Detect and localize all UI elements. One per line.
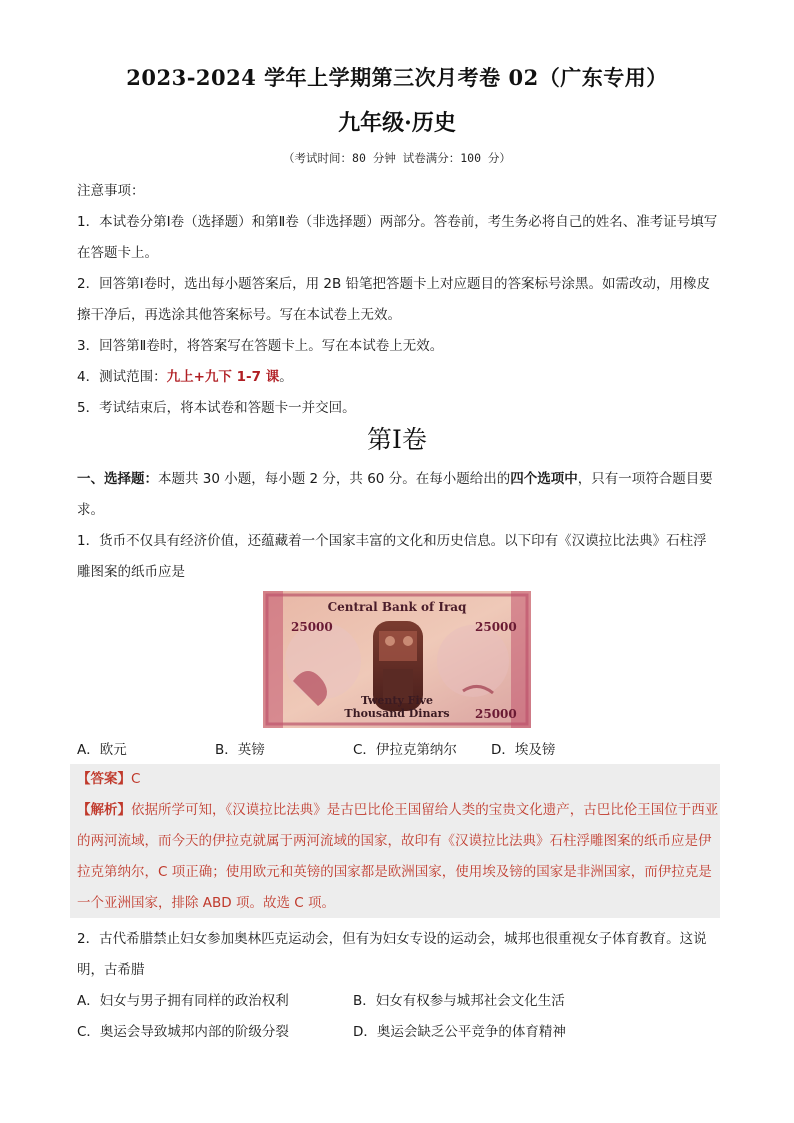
banknote-text-line1: Twenty Five <box>360 694 434 707</box>
analysis-label: 【解析】 <box>77 802 131 818</box>
roll-title: 第Ⅰ卷 <box>367 425 427 454</box>
answer-label: 【答案】 <box>77 771 131 787</box>
section-emphasis: 四个选项中 <box>510 471 578 487</box>
q2-options <box>77 986 719 1048</box>
q1-answer <box>77 764 719 795</box>
note-item-2: 2．回答第Ⅰ卷时，选出每小题答案后，用 2B 铅笔把答题卡上对应题目的答案标号涂黑。如需改动，用橡皮擦干净后，再选涂其他答案标号。写在本试卷上无效。 <box>77 276 711 323</box>
note-item-4-suffix: 。 <box>279 369 293 385</box>
section-label: 一、选择题： <box>77 471 158 487</box>
q2-option-c: C．奥运会导致城邦内部的阶级分裂 <box>77 1024 289 1040</box>
q1-option-c: C．伊拉克第纳尔 <box>353 742 457 758</box>
answer-value: C <box>131 771 141 787</box>
banknote-denom-left: 25000 <box>291 620 333 634</box>
section-instructions <box>77 464 719 526</box>
exam-info: （考试时间：80 分钟 试卷满分：100 分） <box>283 151 511 165</box>
note-item-4 <box>77 362 719 393</box>
q2-option-b: B．妇女有权参与城邦社会文化生活 <box>353 993 565 1009</box>
q1-options <box>77 738 719 762</box>
q1-option-a: A．欧元 <box>77 742 127 758</box>
notes-heading: 注意事项： <box>77 183 145 199</box>
note-item-3: 3．回答第Ⅱ卷时，将答案写在答题卡上。写在本试卷上无效。 <box>77 338 444 354</box>
banknote-denom-right: 25000 <box>475 620 517 634</box>
test-range: 九上+九下 1-7 课 <box>166 369 280 385</box>
note-item-4-prefix: 4．测试范围： <box>77 369 167 385</box>
q1-analysis <box>77 795 719 919</box>
exam-title: 2023-2024 学年上学期第三次月考卷 02（广东专用） <box>126 65 668 90</box>
q2-option-d: D．奥运会缺乏公平竞争的体育精神 <box>353 1024 566 1040</box>
section-text-end: ，只有一项符合题目要求。 <box>77 471 713 518</box>
q1-option-b: B．英镑 <box>215 742 265 758</box>
banknote-text-line2: Thousand Dinars <box>344 707 450 720</box>
iraq-banknote-image <box>263 591 531 728</box>
q1-option-d: D．埃及镑 <box>491 742 556 758</box>
analysis-text: 依据所学可知，《汉谟拉比法典》是古巴比伦王国留给人类的宝贵文化遗产，古巴比伦王国位于西亚的两河流域，而今天的伊拉克就属于两河流域的国家，故印有《汉谟拉比法典》石柱浮雕图案的纸币应是伊拉克第纳尔，C 项正确；使用欧元和英镑的国家都是欧洲国家，使用埃及镑的国家是非洲国家，而伊拉克是一个亚洲国家，排除 ABD 项。故选 C 项。 <box>77 802 719 911</box>
note-item-1: 1．本试卷分第Ⅰ卷（选择题）和第Ⅱ卷（非选择题）两部分。答卷前，考生务必将自己的姓名、准考证号填写在答题卡上。 <box>77 214 718 261</box>
banknote-bank-name <box>328 600 467 614</box>
q1-stem: 1．货币不仅具有经济价值，还蕴藏着一个国家丰富的文化和历史信息。以下印有《汉谟拉比法典》石柱浮雕图案的纸币应是 <box>77 533 707 580</box>
banknote-bank-text: Central Bank of Iraq <box>327 600 467 614</box>
section-text: 本题共 30 小题，每小题 2 分，共 60 分。在每小题给出的 <box>158 471 511 487</box>
banknote-denom-bottom: 25000 <box>475 707 517 721</box>
note-item-5: 5．考试结束后，将本试卷和答题卡一并交回。 <box>77 400 356 416</box>
exam-subject: 九年级·历史 <box>338 110 456 136</box>
q2-option-a: A．妇女与男子拥有同样的政治权利 <box>77 993 289 1009</box>
q2-stem: 2．古代希腊禁止妇女参加奥林匹克运动会，但有为妇女专设的运动会，城邦也很重视女子体育教育。这说明，古希腊 <box>77 931 707 978</box>
